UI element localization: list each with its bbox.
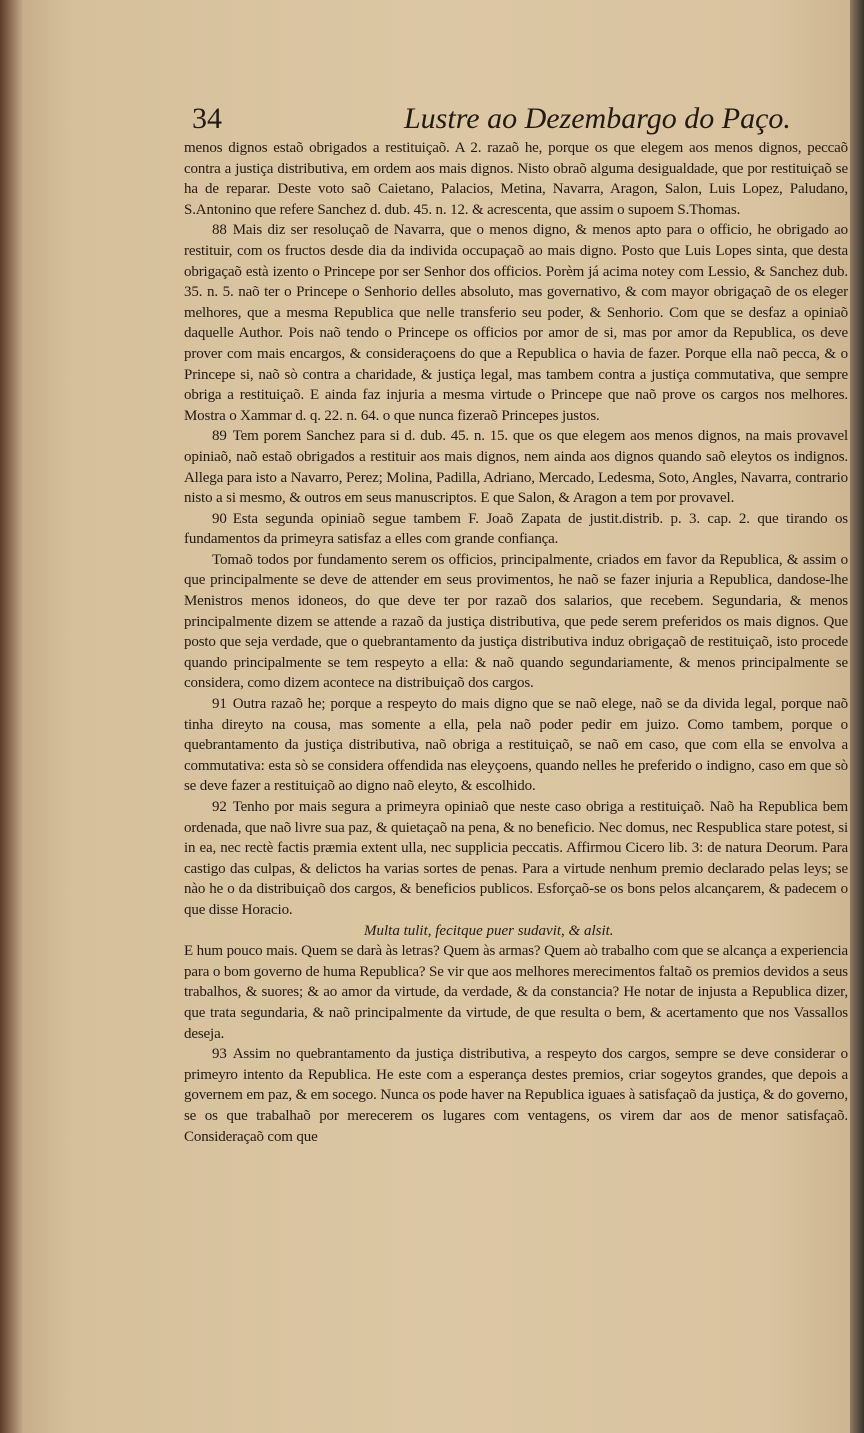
- body-text: [184, 138, 848, 921]
- paragraph-number: 88: [212, 222, 227, 239]
- page-number: 34: [192, 102, 222, 135]
- paragraph-text: E hum pouco mais. Quem se darà às letras? Quem às armas? Quem aò trabalho com que se alcança a experiencia para o bom governo de huma Republica? Se vir que aos melhores merecimentos faltaõ os premios devidos a seus trabalhos, & suores; & ao amor da virtude, da verdade, & da constancia? He notar de injusta a Republica dizer, que trata segundaria, & naõ principalmente da virtude, de que resulta o bem, & acertamento que nos Vassallos deseja.: [184, 943, 848, 1042]
- paragraph-text: Mais diz ser resoluçaõ de Navarra, que o menos digno, & menos apto para o officio, he obrigado ao restituir, com os fructos desde dia da individa occupaçaõ ao mais digno. Posto que Luis Lopes sinta, que desta obrigaçaõ està izento o Princepe por ser Senhor dos officios. Porèm já acima notey com Lessio, & Sanchez dub. 35. n. 5. naõ ter o Princepe o Senhorio delles absoluto, mas governativo, & com mayor obrigaçaõ de os eleger melhores, que a mesma Republica que nelle transferio seu poder, & Senhorio. Com que se desfaz a opiniaõ daquelle Author. Pois naõ tendo o Princepe os officios por amor de si, mas por amor da Republica, os deve prover com mais encargos, & consideraçoens do que a Republica o havia de fazer. Porque ella naõ pecca, & o Princepe si, naõ sò contra a charidade, & justiça legal, mas tambem contra a justiça commutativa, que sempre obriga a restituiçaõ. E ainda faz injuria a mesma virtude o Princepe que naõ prove os cargos nos melhores. Mostra o Xammar d. q. 22. n. 64. o que nunca fizeraõ Princepes justos.: [184, 222, 848, 424]
- paragraph: [184, 1044, 848, 1147]
- page: [24, 0, 850, 1433]
- paragraph-text: Tenho por mais segura a primeyra opiniaõ que neste caso obriga a restituiçaõ. Naõ ha Republica bem ordenada, que naõ livre sua paz, & quietaçaõ na pena, & no beneficio. Nec domus, nec Respublica stare potest, si in ea, nec rectè factis præmia extent ulla, nec supplicia peccatis. Affirmou Cicero lib. 3: de natura Deorum. Para castigo das culpas, & delictos ha varias sortes de penas. Para a virtude nenhum premio declarado pelas leys; se nào he o da distribuiçaõ dos cargos, & beneficios publicos. Esforçaõ-se os bons pelos alcançarem, & padecem o que disse Horacio.: [184, 799, 848, 918]
- paragraph-text: Esta segunda opiniaõ segue tambem F. Joaõ Zapata de justit.distrib. p. 3. cap. 2. que tirando os fundamentos da primeyra satisfaz a elles com grande confiança.: [184, 510, 848, 548]
- paragraph-number: 90: [212, 510, 227, 527]
- paragraph: [184, 694, 848, 797]
- paragraph-number: 91: [212, 696, 227, 713]
- running-title: Lustre ao Dezembargo do Paço.: [404, 102, 791, 135]
- running-head: [184, 102, 848, 136]
- paragraph: [184, 941, 848, 1044]
- paragraph-number: 92: [212, 799, 227, 815]
- paragraph-number: 93: [212, 1046, 227, 1063]
- paragraph-text: Assim no quebrantamento da justiça distributiva, a respeyto dos cargos, sempre se deve considerar o primeyro intento da Republica. He este com a esperança destes premios, criar sogeytos grandes, que depois a governem em paz, & em socego. Nunca os pode haver na Republica iguaes à satisfaçaõ da justiça, & do governo, se os que trabalhaõ por merecerem os lugares com ventagens, os virem dar aos de menor satisfaçaõ. Consideraçaõ com que: [184, 1046, 848, 1145]
- paragraph: [184, 426, 848, 508]
- verse-quote: Multa tulit, fecitque puer sudavit, & alsit.: [364, 922, 614, 939]
- page-content: [184, 102, 848, 1147]
- page-edge: [850, 0, 864, 1433]
- paragraph-text: Outra razaõ he; porque a respeyto do mais digno que se naõ elege, naõ se da divida legal, porque naõ tinha direyto na cousa, mas somente a ella, pela naõ poder pedir em juizo. Como tambem, porque o quebrantamento da justiça distributiva, naõ obriga a restituiçaõ, se naõ em caso, que com ella se envolva a commutativa: esta sò se considera offendida nas eleyçoens, quando nelles he preferido o indigno, caso em que sò se deve fazer a restituiçaõ ao digno naõ eleyto, & escolhido.: [184, 696, 848, 795]
- body-text-continued: [184, 941, 848, 1147]
- paragraph: [184, 550, 848, 694]
- paragraph: [184, 797, 848, 921]
- book-spine: [0, 0, 24, 1433]
- paragraph-text: Tem porem Sanchez para si d. dub. 45. n. 15. que os que elegem aos menos dignos, na mais provavel opiniaõ, naõ estaõ obrigados a restituir aos mais dignos, nem ainda aos dignos quando saõ eleytos os indignos. Allega para isto a Navarro, Perez; Molina, Padilla, Adriano, Mercado, Ledesma, Soto, Angles, Navarra, contrario nisto a si mesmo, & outros em seus manuscriptos. E que Salon, & Aragon a tem por provavel.: [184, 428, 848, 507]
- paragraph-number: 89: [212, 428, 227, 445]
- paragraph: [184, 138, 848, 220]
- paragraph-text: menos dignos estaõ obrigados a restituiçaõ. A 2. razaõ he, porque os que elegem aos menos dignos, peccaõ contra a justiça distributiva, em ordem aos mais dignos. Nisto obraõ alguma desigualdade, que por restituiçaõ se ha de reparar. Deste voto saõ Caietano, Palacios, Metina, Navarra, Aragon, Salon, Luis Lopez, Paludano, S.Antonino que refere Sanchez d. dub. 45. n. 12. & acrescenta, que assim o supoem S.Thomas.: [184, 140, 848, 218]
- paragraph: [184, 220, 848, 426]
- paragraph: [184, 509, 848, 550]
- paragraph-text: Tomaõ todos por fundamento serem os officios, principalmente, criados em favor da Republica, & assim o que principalmente se deve de attender em seus provimentos, he naõ se fazer injuria a Republica, dandose-lhe Menistros menos idoneos, do que deve ter por razaõ dos salarios, que recebem. Segundaria, & menos principalmente dizem se attende a razaõ da justiça distributiva, que pede serem preferidos os mais dignos. Que posto que seja verdade, que o quebrantamento da justiça distributiva induz obrigaçaõ de restituiçaõ, isto procede quando principalmente se tem respeyto a ella: & naõ quando segundariamente, & menos principalmente se considera, como dizem acontece na distribuiçaõ dos cargos.: [184, 551, 848, 692]
